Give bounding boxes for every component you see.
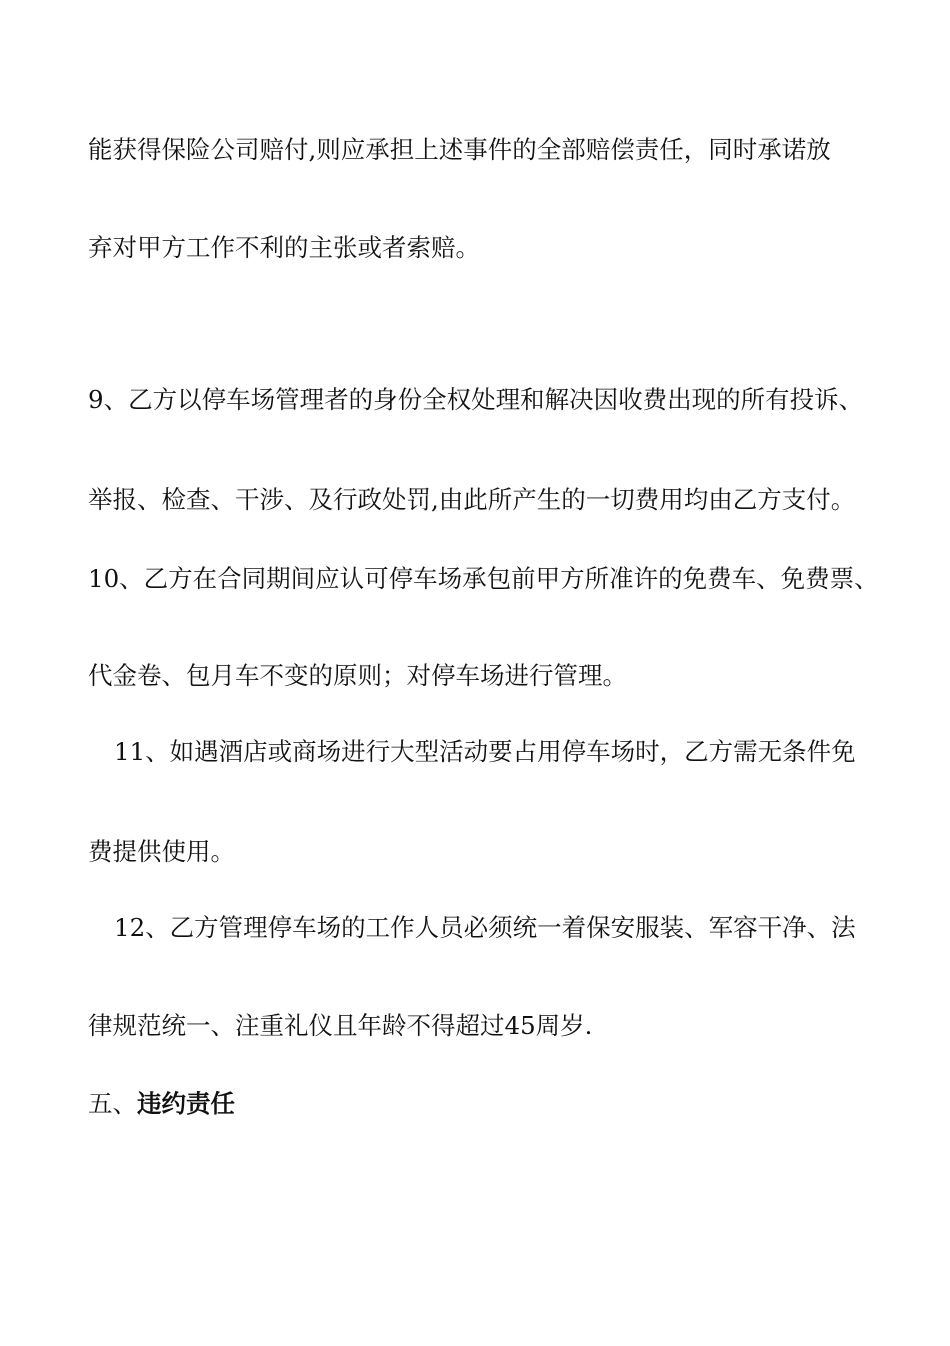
clause-9-line-1: 9、乙方以停车场管理者的身份全权处理和解决因收费出现的所有投诉、 (88, 385, 864, 414)
section-title: 违约责任 (137, 1089, 235, 1118)
clause-12-line-1: 12、乙方管理停车场的工作人员必须统一着保安服装、军容干净、法 (114, 913, 856, 942)
clause-9-line-2: 举报、检查、干涉、及行政处罚,由此所产生的一切费用均由乙方支付。 (88, 485, 856, 514)
clause-12-line-2: 律规范统一、注重礼仪且年龄不得超过45周岁. (88, 1011, 593, 1040)
section-number: 五、 (88, 1089, 137, 1118)
clause-10-line-2: 代金卷、包月车不变的原则；对停车场进行管理。 (88, 661, 627, 690)
paragraph-line-1: 能获得保险公司赔付,则应承担上述事件的全部赔偿责任，同时承诺放 (88, 135, 831, 164)
clause-11-line-1: 11、如遇酒店或商场进行大型活动要占用停车场时，乙方需无条件免 (114, 737, 856, 766)
section-heading (88, 1088, 235, 1120)
paragraph-line-2: 弃对甲方工作不利的主张或者索赔。 (88, 233, 480, 262)
clause-11-line-2: 费提供使用。 (88, 837, 235, 866)
clause-10-line-1: 10、乙方在合同期间应认可停车场承包前甲方所准许的免费车、免费票、 (88, 564, 879, 593)
